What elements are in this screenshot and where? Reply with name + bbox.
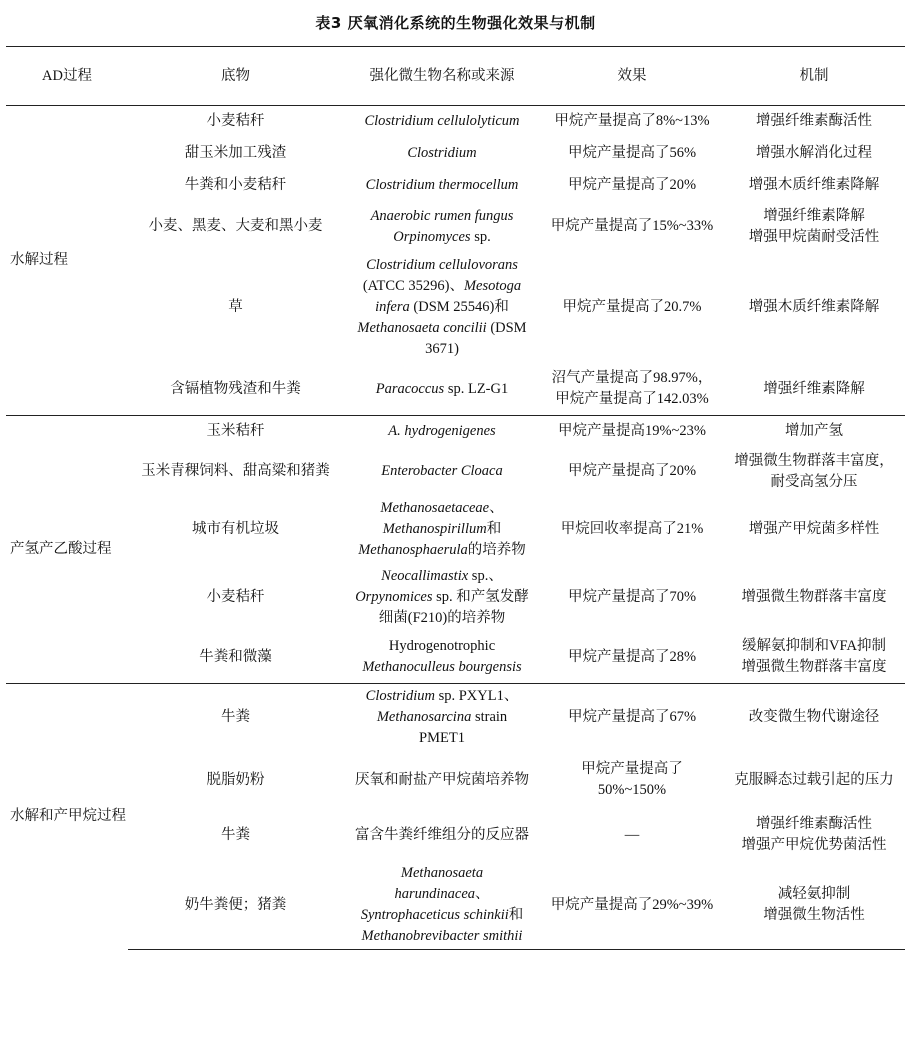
taxon-name: Mesotoga [463,278,522,294]
microbe-text: sp.、 [468,568,503,584]
process-cell: 产氢产乙酸过程 [6,416,128,684]
taxon-name: Orpynomices [355,589,433,605]
substrate-cell: 玉米秸秆 [128,416,343,448]
effect-cell: 甲烷产量提高了20.7% [562,299,702,315]
microbe-text: 、 [489,500,504,516]
substrate-cell: 玉米青稞饲料、甜高粱和猪粪 [141,463,330,479]
microbe-cell [343,364,541,416]
microbe-cell [343,751,541,809]
mechanism-cell: 增强水解消化过程 [756,145,872,161]
microbe-cell [343,632,541,684]
table-row [6,564,905,632]
effect-cell: 甲烷产量提高了15%~33% [550,218,714,234]
mechanism-cell: 克服瞬态过载引起的压力 [734,771,894,788]
taxon-name: harundinacea [394,886,476,902]
microbe-cell [343,564,541,632]
substrate-cell: 脱脂奶粉 [206,771,265,788]
taxon-name: Methanosphaerula [358,542,468,558]
table-row [6,632,905,684]
taxon-name: Clostridium [365,688,435,704]
microbe-text: PMET1 [419,730,465,746]
taxon-name: Paracoccus [375,380,445,397]
microbe-text: 细菌(F210)的培养物 [378,610,506,626]
table-caption: 表3 厌氧消化系统的生物强化效果与机制 [315,14,596,32]
microbe-text: 3671) [425,341,459,357]
substrate-cell: 城市有机垃圾 [192,521,279,537]
effect-cell: 甲烷产量提高了70% [567,589,697,605]
mechanism-cell: 增加产氢 [723,416,905,448]
microbe-text: (DSM 25546)和 [409,299,509,315]
table-row [6,496,905,564]
microbe-cell [343,684,541,752]
microbe-text: 厌氧和耐盐产甲烷菌培养物 [355,771,529,788]
substrate-cell: 牛粪 [221,826,250,843]
microbe-cell [343,448,541,496]
microbe-text: 、 [475,886,490,902]
effect-cell: 甲烷产量提高了8%~13% [541,106,723,138]
taxon-name: Methanosaeta [400,865,484,881]
header-process: AD过程 [6,47,128,106]
substrate-cell: 小麦秸秆 [206,589,265,605]
substrate-cell: 牛粪 [128,684,343,752]
table-row [6,202,905,252]
effect-cell: 沼气产量提高了98.97%， 甲烷产量提高了142.03% [551,370,713,408]
microbe-text: 富含牛粪纤维组分的反应器 [355,826,529,843]
header-microbe: 强化微生物名称或来源 [343,47,541,106]
microbe-text: Hydrogenotrophic [388,638,496,655]
table-row [6,170,905,202]
effect-cell: 甲烷产量提高了28% [567,648,697,665]
header-row [6,47,905,106]
table-row [6,252,905,364]
mechanism-cell: 增强木质纤维素降解 [748,177,880,193]
table-row [6,809,905,861]
substrate-cell: 甜玉米加工残渣 [184,145,287,161]
taxon-name: Methanoculleus bourgensis [362,659,522,676]
header-effect: 效果 [541,47,723,106]
effect-cell: — [624,826,640,843]
mechanism-cell: 增强纤维素酶活性 增强产甲烷优势菌活性 [741,816,887,853]
effect-cell: 甲烷产量提高了20% [567,177,697,193]
table-row [6,448,905,496]
mechanism-cell: 增强纤维素降解 增强甲烷菌耐受活性 [748,207,880,245]
table-row [6,684,905,752]
mechanism-cell: 增强木质纤维素降解 [748,299,880,315]
effect-cell: 甲烷回收率提高了21% [560,521,704,537]
taxon-name: Neocallimastix [381,568,469,584]
process-cell: 水解和产甲烷过程 [6,684,128,950]
microbe-cell [343,809,541,861]
mechanism-cell: 缓解氨抑制和VFA抑制 增强微生物群落丰富度 [741,638,887,676]
microbe-text: 的培养物 [467,542,526,558]
microbe-cell [343,170,541,202]
effect-cell: 甲烷产量提高了56% [567,145,697,161]
effect-cell: 甲烷产量提高19%~23% [541,416,723,448]
taxon-name: Enterobacter Cloaca [381,463,503,479]
mechanism-cell: 增强产甲烷菌多样性 [748,521,880,537]
microbe-text: (DSM [486,320,527,336]
microbe-cell [343,202,541,252]
taxon-name: Methanosaetaceae [380,500,490,516]
header-mechanism: 机制 [723,47,905,106]
taxon-name: Clostridium [407,145,477,161]
taxon-name: Clostridium thermocellum [365,177,519,193]
taxon-name: Methanosaeta concilii [357,320,487,336]
taxon-name: Orpinomyces [393,228,471,245]
substrate-cell: 小麦秸秆 [128,106,343,138]
effect-cell: 甲烷产量提高了67% [541,684,723,752]
taxon-name: A. hydrogenigenes [388,423,496,440]
mechanism-cell: 增强纤维素降解 [763,380,865,397]
header-substrate: 底物 [128,47,343,106]
microbe-text: strain [471,709,508,725]
microbe-text: (ATCC 35296)、 [362,278,464,294]
microbe-cell [343,106,541,138]
microbe-text: sp. 和产氢发酵 [432,589,529,605]
mechanism-cell: 增强微生物群落丰富度 [741,589,887,605]
effect-cell: 甲烷产量提高了29%~39% [541,861,723,950]
substrate-cell: 牛粪和小麦秸秆 [184,177,287,193]
taxon-name: Anaerobic rumen fungus [370,207,514,224]
substrate-cell: 牛粪和微藻 [199,648,272,665]
effect-cell: 甲烷产量提高了20% [567,463,697,479]
microbe-text: sp. PXYL1、 [434,688,519,704]
table-row [6,861,905,950]
microbe-cell [343,496,541,564]
table-row [6,138,905,170]
microbe-text: 和 [486,521,502,537]
microbe-cell [343,252,541,364]
substrate-cell: 奶牛粪便；猪粪 [128,861,343,950]
table-row [6,106,905,138]
mechanism-cell: 增强纤维素酶活性 [723,106,905,138]
table-row [6,364,905,416]
substrate-cell: 草 [228,299,243,315]
mechanism-cell: 减轻氨抑制 增强微生物活性 [723,861,905,950]
table-row [6,416,905,448]
taxon-name: Methanospirillum [382,521,487,537]
taxon-name: Clostridium cellulovorans [366,257,518,273]
microbe-cell [343,416,541,448]
mechanism-cell: 增强微生物群落丰富度， 耐受高氢分压 [734,452,894,490]
effect-cell: 甲烷产量提高了 50%~150% [581,761,683,798]
microbe-text: sp. LZ-G1 [444,380,509,397]
mechanism-cell: 改变微生物代谢途径 [723,684,905,752]
microbe-text: 和 [508,907,524,923]
process-cell: 水解过程 [6,106,128,416]
microbe-cell [343,138,541,170]
taxon-name: Methanobrevibacter smithii [361,928,523,944]
microbe-text: sp. [470,228,491,245]
substrate-cell: 含镉植物残渣和牛粪 [170,380,301,397]
table-body [6,106,905,950]
taxon-name: Clostridium cellulolyticum [364,113,520,130]
table-row [6,751,905,809]
taxon-name: Methanosarcina [376,709,472,725]
taxon-name: infera [375,299,410,315]
microbe-cell [343,861,541,950]
substrate-cell: 小麦、黑麦、大麦和黑小麦 [148,218,323,234]
taxon-name: Syntrophaceticus schinkii [360,907,509,923]
bioaugmentation-table [6,46,905,950]
